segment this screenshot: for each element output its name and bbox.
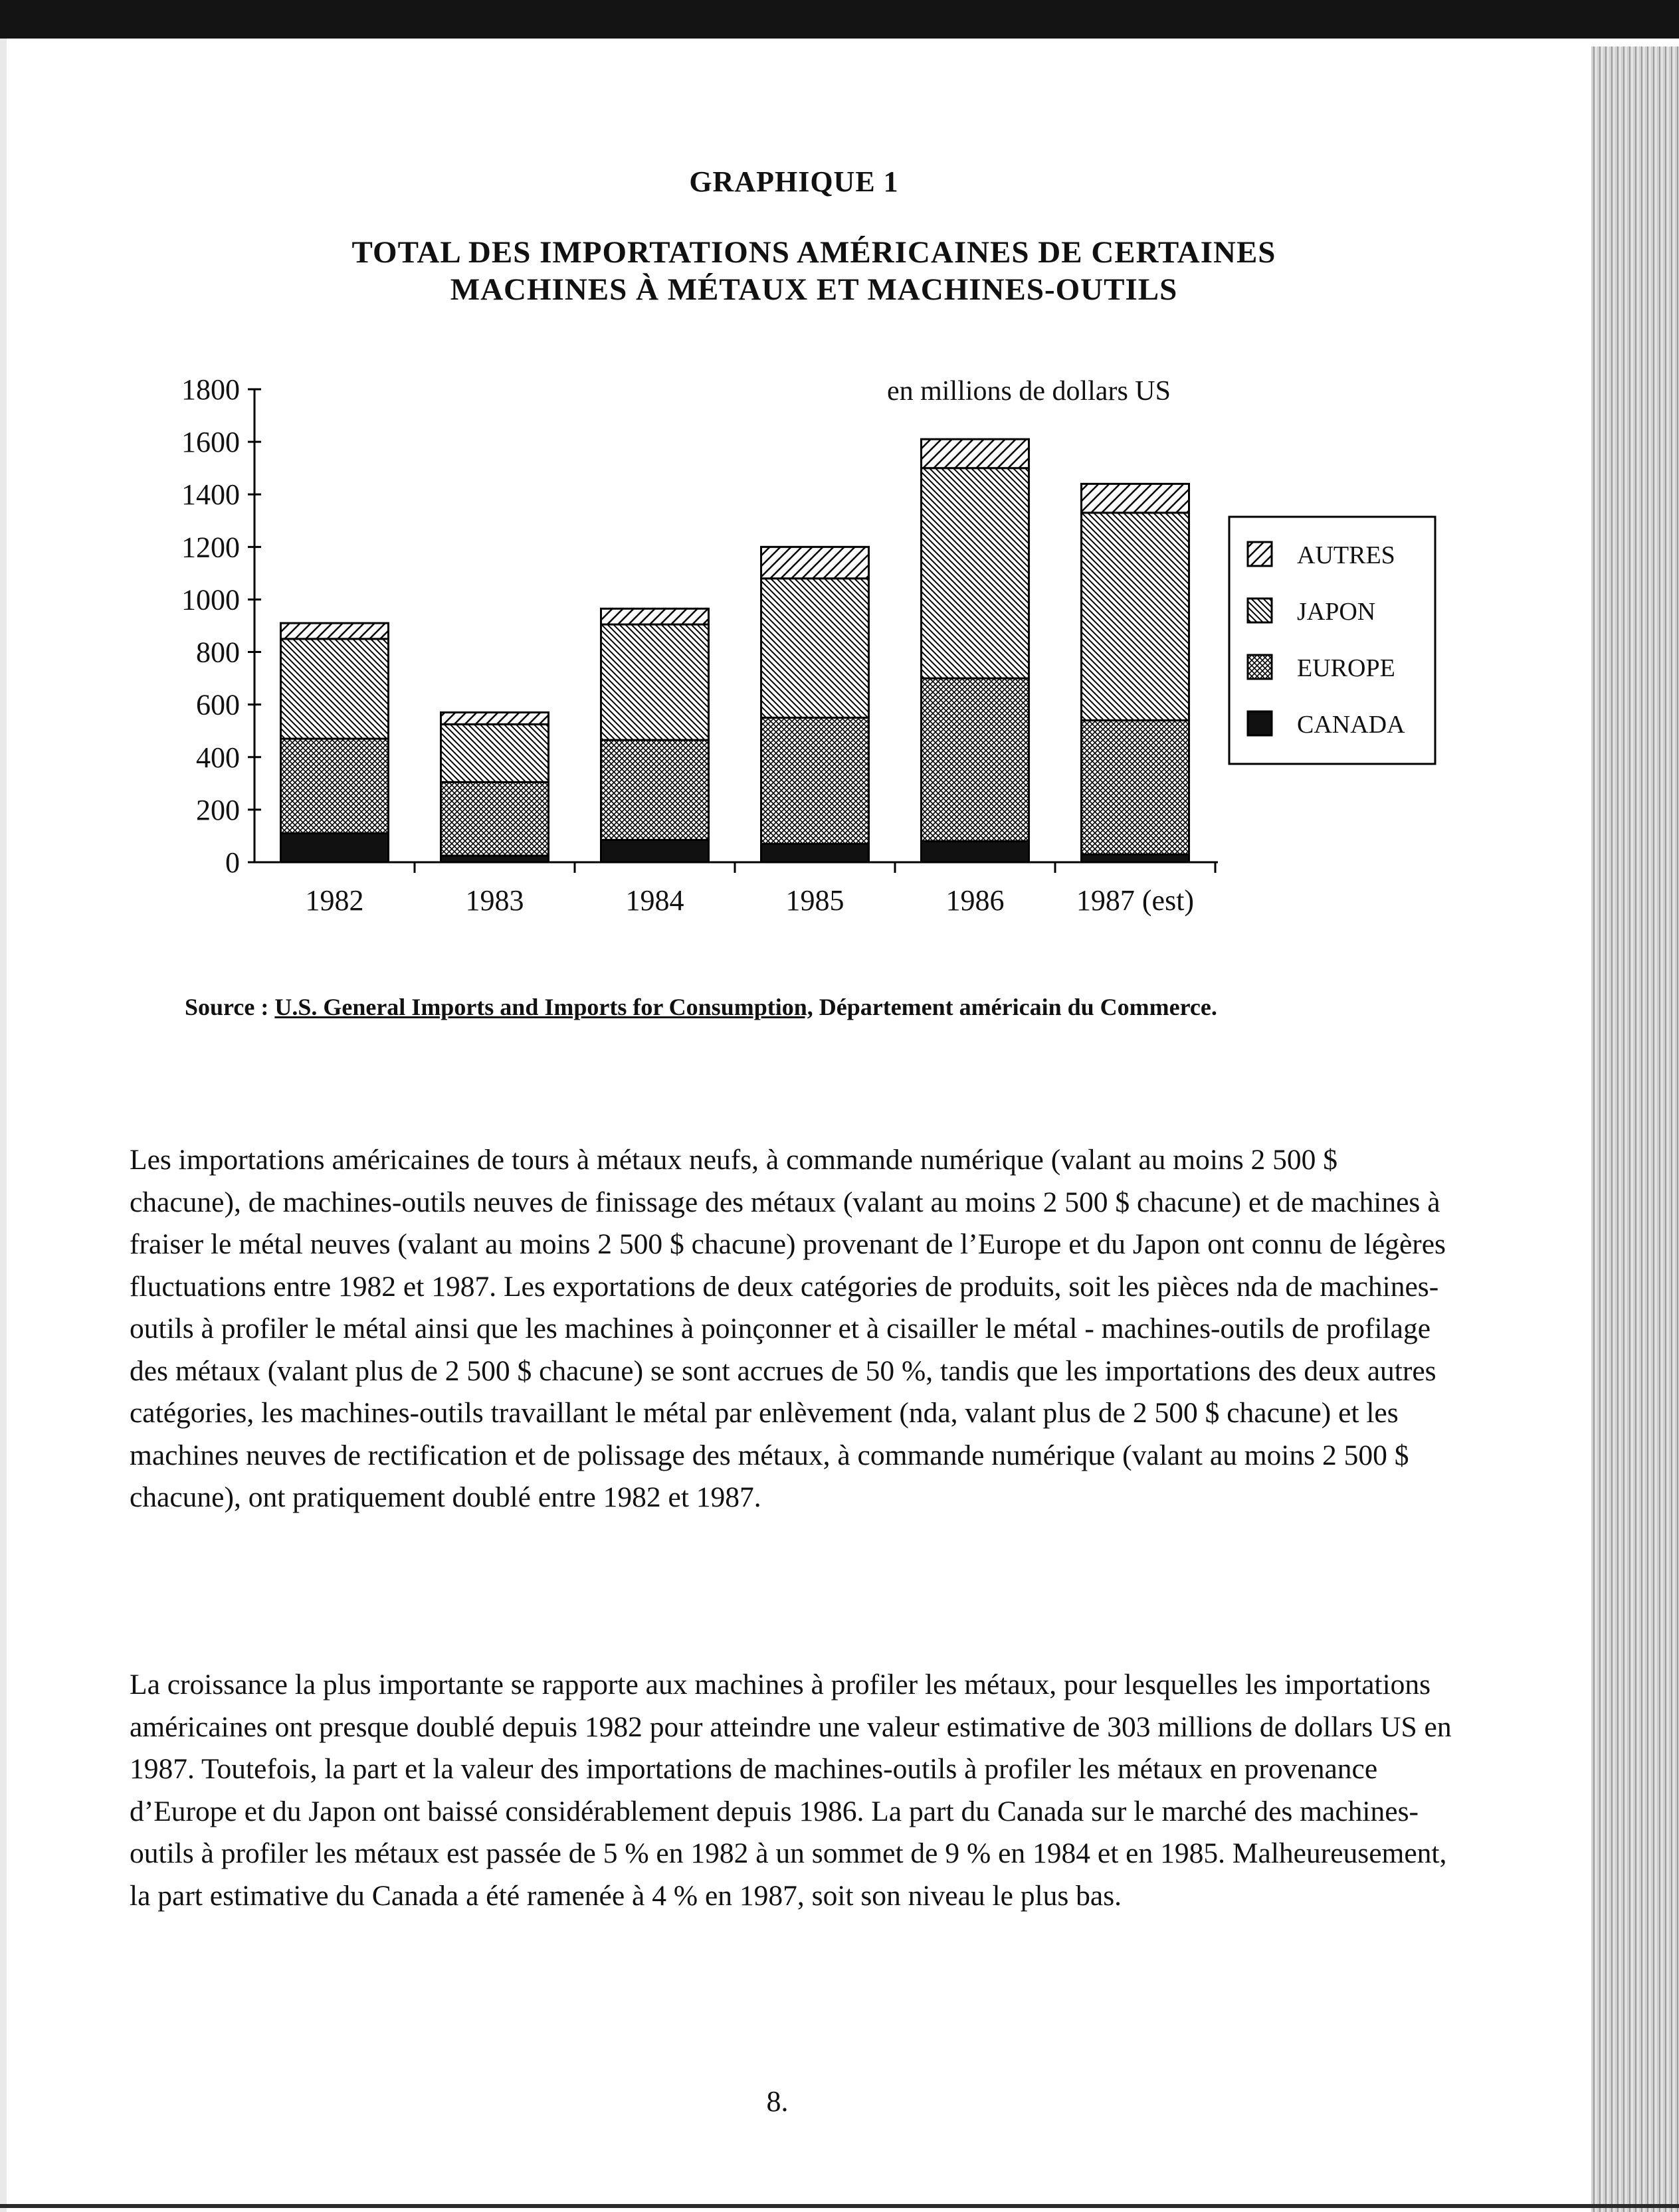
body-paragraph-1: Les importations américaines de tours à métaux neufs, à commande numérique (valant au moins 2 500 $ chacune), de machines-outils neuves de finissage des métaux (valant au moins 2 500 $ chacune) et de machines à fraiser le métal neuves (valant au moins 2 500 $ chacune) provenant de l’Europe et du Japon ont connu de légères fluctuations entre 1982 et 1987. Les exportations de deux catégories de produits, soit les pièces nda de machines-outils à profiler le métal ainsi que les machines à poinçonner et à cisailler le métal - machines-outils de profilage des métaux (valant plus de 2 500 $ chacune) se sont accrues de 50 %, tandis que les importations des deux autres catégories, les machines-outils travaillant le métal par enlèvement (nda, valant plus de 2 500 $ chacune) et les machines neuves de rectification et de polissage des métaux, à commande numérique (valant au moins 2 500 $ chacune), ont pratiquement doublé entre 1982 et 1987.: [130, 1144, 1446, 1513]
bar-segment-japon: [1082, 513, 1189, 720]
bar-segment-japon: [441, 724, 549, 782]
bar-segment-autres: [601, 608, 709, 624]
bar-segment-autres: [281, 623, 389, 639]
bar-segment-japon: [761, 579, 869, 718]
y-tick-label: 200: [196, 793, 240, 826]
graph-title-line-1: TOTAL DES IMPORTATIONS AMÉRICAINES DE CERTAINES: [351, 235, 1276, 270]
scan-top-band: [0, 0, 1679, 39]
bar-segment-autres: [441, 713, 549, 725]
body-paragraph-2: La croissance la plus importante se rapporte aux machines à profiler les métaux, pour lesquelles les importations américaines ont presque doublé depuis 1982 pour atteindre une valeur estimative de 303 millions de dollars US en 1987. Toutefois, la part et la valeur des importations de machines-outils à profiler les métaux en provenance d’Europe et du Japon ont baissé considérablement depuis 1986. La part du Canada sur le marché des machines-outils à profiler les métaux est passée de 5 % en 1982 à un sommet de 9 % en 1984 et en 1985. Malheureusement, la part estimative du Canada a été ramenée à 4 % en 1987, soit son niveau le plus bas.: [130, 1669, 1452, 1912]
bar-segment-autres: [922, 439, 1029, 468]
legend-label-japon: JAPON: [1297, 598, 1376, 626]
y-tick-label: 1200: [181, 531, 240, 564]
y-tick-label: 1800: [181, 373, 240, 406]
bar-segment-canada: [601, 840, 709, 862]
bar-segment-europe: [441, 782, 549, 856]
y-tick-label: 1600: [181, 426, 240, 459]
x-tick-label: 1986: [945, 884, 1005, 917]
bar-segment-autres: [761, 547, 869, 578]
graph-title: [219, 234, 1409, 308]
y-tick-label: 800: [196, 636, 240, 669]
graph-title-line-2: MACHINES À MÉTAUX ET MACHINES-OUTILS: [450, 272, 1178, 307]
x-tick-label: 1982: [305, 884, 364, 917]
y-tick-label: 600: [196, 688, 240, 721]
bar-segment-canada: [922, 841, 1029, 862]
bar-segment-europe: [761, 717, 869, 844]
bar-segment-canada: [1082, 854, 1189, 862]
scan-left-edge: [0, 39, 7, 2212]
y-tick-label: 1400: [181, 478, 240, 511]
legend-label-autres: AUTRES: [1297, 541, 1395, 569]
graph-number: GRAPHIQUE 1: [689, 165, 899, 198]
bar-segment-japon: [281, 639, 389, 739]
source-title: U.S. General Imports and Imports for Consumption,: [274, 994, 813, 1020]
legend-label-europe: EUROPE: [1297, 654, 1395, 682]
bar-segment-japon: [922, 468, 1029, 678]
x-tick-label: 1984: [625, 884, 684, 917]
source-prefix: Source :: [185, 994, 269, 1020]
stacked-bar-chart: [133, 365, 1462, 937]
legend-swatch-europe: [1248, 655, 1272, 679]
legend-label-canada: CANADA: [1297, 711, 1405, 739]
legend-swatch-autres: [1248, 542, 1272, 566]
y-tick-label: 1000: [181, 583, 240, 616]
x-tick-label: 1983: [465, 884, 524, 917]
bar-segment-europe: [1082, 720, 1189, 854]
x-tick-label: 1985: [785, 884, 844, 917]
bar-segment-japon: [601, 624, 709, 740]
y-tick-label: 400: [196, 741, 240, 774]
x-tick-label: 1987 (est): [1076, 884, 1195, 917]
legend-swatch-japon: [1248, 599, 1272, 622]
source-suffix: Département américain du Commerce.: [819, 994, 1217, 1020]
y-tick-label: 0: [225, 846, 240, 879]
bar-segment-autres: [1082, 484, 1189, 513]
source-line: [185, 993, 1217, 1021]
unit-label: en millions de dollars US: [887, 376, 1171, 407]
bar-segment-canada: [281, 833, 389, 862]
bar-segment-europe: [281, 739, 389, 833]
scan-bottom-rule: [0, 2204, 1679, 2208]
page-number: 8.: [766, 2085, 789, 2118]
bar-segment-europe: [922, 678, 1029, 841]
bar-segment-canada: [761, 844, 869, 862]
legend-swatch-canada: [1248, 711, 1272, 735]
bar-segment-europe: [601, 740, 709, 840]
scan-right-edge: [1591, 46, 1679, 2212]
